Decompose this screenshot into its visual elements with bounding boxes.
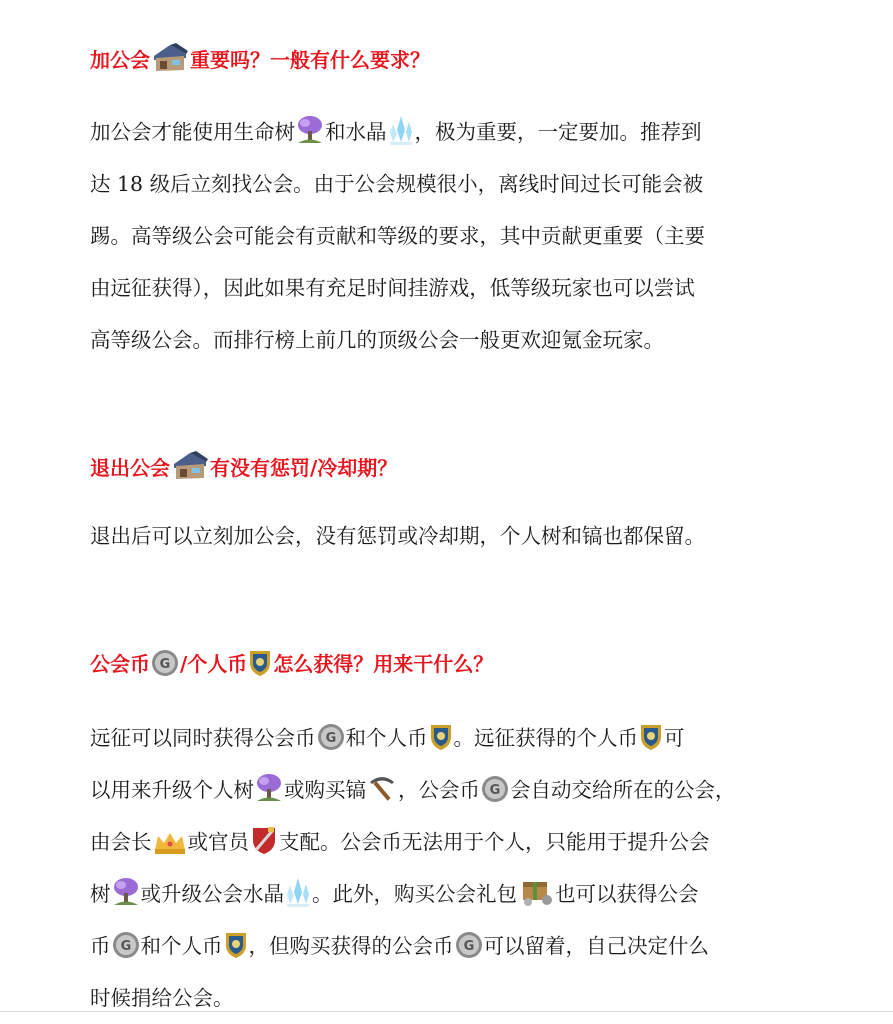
life-tree-icon: [254, 772, 284, 804]
heading-text: 有没有惩罚/冷却期？: [210, 456, 398, 480]
svg-text:G: G: [489, 783, 501, 798]
heading-text: 重要吗？一般有什么要求？: [190, 48, 430, 72]
crystal-icon: [387, 114, 415, 146]
text-run: 由远征获得），因此如果有充足时间挂游戏，低等级玩家也可以尝试: [90, 276, 695, 300]
text-run: 币: [90, 934, 111, 958]
text-line: [90, 712, 810, 764]
heading-text: 怎么获得？用来干什么？: [273, 652, 494, 676]
text-run: 以用来升级个人树: [90, 778, 254, 802]
guild-coin-icon: [111, 930, 141, 960]
text-run: 会自动交给所在的公会，: [510, 778, 736, 802]
svg-text:G: G: [159, 657, 171, 672]
officer-shield-icon: [249, 824, 279, 856]
guild-house-icon: [150, 42, 190, 74]
paragraph-join-guild: [90, 106, 810, 366]
section-heading-leave-guild: [90, 450, 397, 483]
text-run: 退出后可以立刻加公会，没有惩罚或冷却期，个人树和镐也都保留。: [90, 524, 705, 548]
heading-text: /个人币: [180, 652, 248, 676]
section-heading-join-guild: [90, 42, 430, 75]
text-run: ，公会币: [398, 778, 480, 802]
text-line: [90, 972, 810, 1024]
life-tree-icon: [111, 876, 141, 908]
text-run: 和个人币: [140, 934, 223, 958]
text-run: 或购买镐: [284, 778, 366, 802]
crown-icon: [152, 830, 188, 856]
text-run: 。此外，购买公会礼包: [312, 882, 517, 906]
paragraph-leave-guild: [90, 510, 810, 562]
text-line: [90, 314, 810, 366]
heading-text: 退出公会: [90, 456, 170, 480]
section-heading-coins: [90, 648, 493, 679]
text-run: 或官员: [187, 830, 249, 854]
text-run: 可以留着，自己决定什么: [483, 934, 709, 958]
text-line: [90, 106, 810, 158]
text-line: [90, 868, 810, 920]
text-run: 远征可以同时获得公会币: [90, 726, 316, 750]
text-run: 和水晶: [325, 120, 387, 144]
text-run: ，极为重要，一定要加。推荐到: [414, 120, 702, 144]
text-line: [90, 920, 810, 972]
text-run: 树: [90, 882, 111, 906]
text-line: [90, 210, 810, 262]
text-line: [90, 510, 810, 562]
gift-pack-icon: [517, 876, 555, 908]
guild-coin-icon: [316, 722, 346, 752]
pickaxe-icon: [366, 772, 398, 804]
guild-house-icon: [170, 450, 210, 482]
heading-text: 加公会: [90, 48, 150, 72]
heading-text: 公会币: [90, 652, 150, 676]
personal-coin-icon: [428, 722, 454, 752]
svg-text:G: G: [120, 939, 131, 954]
personal-coin-icon: [223, 930, 249, 960]
text-run: 或升级公会水晶: [140, 882, 284, 906]
text-run: 和个人币: [345, 726, 428, 750]
text-line: [90, 816, 810, 868]
guild-coin-icon: [150, 648, 180, 678]
guild-coin-icon: [480, 774, 510, 804]
text-line: [90, 158, 810, 210]
personal-coin-icon: [247, 648, 273, 678]
text-run: 时候捐给公会。: [90, 986, 234, 1010]
paragraph-coins: [90, 712, 810, 1024]
text-run: 支配。公会币无法用于个人，只能用于提升公会: [279, 830, 710, 854]
text-run: 加公会才能使用生命树: [90, 120, 295, 144]
personal-coin-icon: [638, 722, 664, 752]
life-tree-icon: [295, 114, 325, 146]
text-run: 高等级公会。而排行榜上前几的顶级公会一般更欢迎氪金玩家。: [90, 328, 664, 352]
text-run: 。远征获得的个人币: [453, 726, 638, 750]
svg-text:G: G: [463, 939, 474, 954]
text-run: 也可以获得公会: [555, 882, 699, 906]
text-run: 由会长: [90, 830, 152, 854]
text-run: ，但购买获得的公会币: [248, 934, 454, 958]
text-run: 可: [664, 726, 685, 750]
svg-text:G: G: [325, 731, 336, 746]
guild-coin-icon: [454, 930, 484, 960]
text-line: [90, 764, 810, 816]
text-run: 达 18 级后立刻找公会。由于公会规模很小，离线时间过长可能会被: [90, 172, 704, 196]
text-line: [90, 262, 810, 314]
text-run: 踢。高等级公会可能会有贡献和等级的要求，其中贡献更重要（主要: [90, 224, 705, 248]
page-bottom-divider: [0, 1011, 893, 1012]
crystal-icon: [284, 876, 312, 908]
